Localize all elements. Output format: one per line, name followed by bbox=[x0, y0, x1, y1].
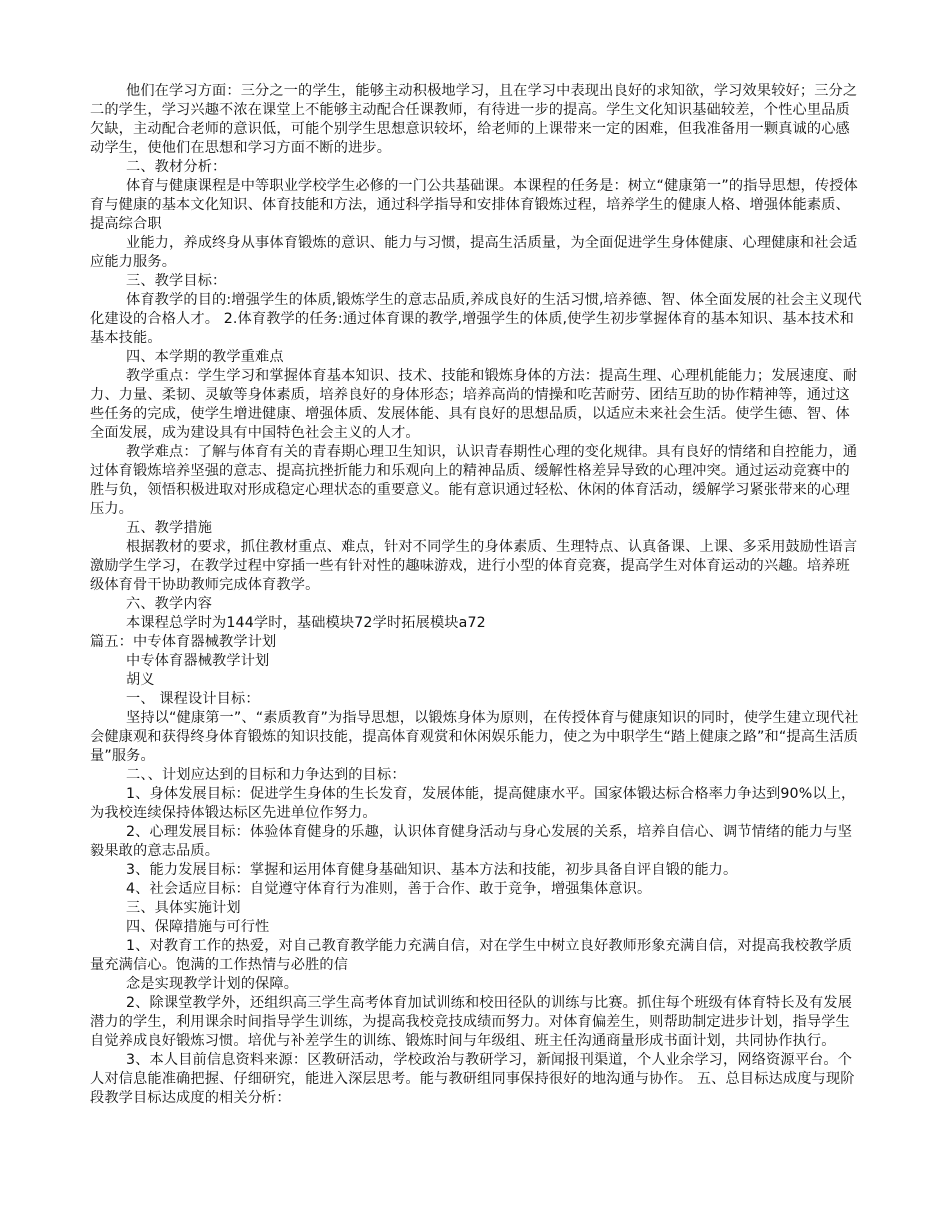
paragraph: 四、保障措施与可行性 bbox=[126, 919, 270, 935]
paragraph: 根据教材的要求，抓住教材重点、难点，针对不同学生的身体素质、生理特点、认真备课、上课、多采用鼓励性语言激励学生学习，在教学过程中穿插一些有针对性的趣味游戏，进行小型的体育竞赛，提高学生对体育运动的兴趣。培养班级体育骨干协助教师完成体育教学。 bbox=[90, 539, 858, 593]
document-body bbox=[90, 82, 862, 1108]
paragraph: 教学重点：学生学习和掌握体育基本知识、技术、技能和锻炼身体的方法：提高生理、心理机能能力；发展速度、耐力、力量、柔韧、灵敏等身体素质，培养良好的身体形态；培养高尚的情操和吃苦耐劳、团结互助的协作精神等，通过这些任务的完成，使学生增进健康、增强体质、发展体能、具有良好的思想品质，以适应未来社会生活。使学生德、智、体全面发展，成为建设具有中国特色社会主义的人才。 bbox=[90, 368, 858, 441]
paragraph: 三、具体实施计划 bbox=[126, 900, 241, 916]
paragraph: 五、教学措施 bbox=[126, 520, 213, 536]
paragraph: 一、 课程设计目标： bbox=[126, 691, 260, 707]
paragraph: 中专体育器械教学计划 bbox=[126, 653, 270, 669]
paragraph: 三、教学目标： bbox=[126, 273, 227, 289]
paragraph: 四、本学期的教学重难点 bbox=[126, 349, 284, 365]
paragraph: 3、本人目前信息资料来源：区教研活动，学校政治与教研学习，新闻报刊渠道，个人业余学习，网络资源平台。个人对信息能准确把握、仔细研究，能进入深层思考。能与教研组同事保持很好的地沟通与协作。 五、总目标达成度与现阶段教学目标达成度的相关分析： bbox=[90, 1052, 855, 1106]
paragraph: 念是实现教学计划的保障。 bbox=[126, 976, 299, 992]
paragraph: 体育教学的目的:增强学生的体质,锻炼学生的意志品质,养成良好的生活习惯,培养德、智、体全面发展的社会主义现代化建设的合格人才。 2.体育教学的任务:通过体育课的教学,增强学生的体质,使学生初步掌握体育的基本知识、基本技术和基本技能。 bbox=[90, 292, 862, 346]
paragraph: 1、身体发展目标：促进学生身体的生长发育，发展体能，提高健康水平。国家体锻达标合格率力争达到90%以上，为我校连续保持体锻达标区先进单位作努力。 bbox=[90, 786, 856, 821]
paragraph: 4、社会适应目标：自觉遵守体育行为准则，善于合作、敢于竞争，增强集体意识。 bbox=[126, 881, 652, 897]
section-heading: 篇五：中专体育器械教学计划 bbox=[90, 634, 277, 650]
paragraph: 六、教学内容 bbox=[126, 596, 213, 612]
paragraph: 2、心理发展目标：体验体育健身的乐趣，认识体育健身活动与身心发展的关系，培养自信心、调节情绪的能力与坚毅果敢的意志品质。 bbox=[90, 824, 853, 859]
paragraph: 二、教材分析： bbox=[126, 159, 227, 175]
paragraph: 二、、计划应达到的目标和力争达到的目标： bbox=[126, 767, 406, 783]
paragraph: 他们在学习方面：三分之一的学生，能够主动积极地学习，且在学习中表现出良好的求知欲，学习效果较好；三分之二的学生，学习兴趣不浓在课堂上不能够主动配合任课教师，有待进一步的提高。学生文化知识基础较差，个性心里品质欠缺，主动配合老师的意识低，可能个别学生思想意识较坏，给老师的上课带来一定的困难，但我准备用一颗真诚的心感动学生，使他们在思想和学习方面不断的进步。 bbox=[90, 83, 858, 156]
paragraph: 2、除课堂教学外，还组织高三学生高考体育加试训练和校田径队的训练与比赛。抓住每个班级有体育特长及有发展潜力的学生，利用课余时间指导学生训练，为提高我校竞技成绩而努力。对体育偏差生，则帮助制定进步计划，指导学生自觉养成良好锻炼习惯。培优与补差学生的训练、锻炼时间与年级组、班主任沟通商量形成书面计划，共同协作执行。 bbox=[90, 995, 853, 1049]
paragraph: 教学难点：了解与体育有关的青春期心理卫生知识，认识青春期性心理的变化规律。具有良好的情绪和自控能力，通过体育锻炼培养坚强的意志、提高抗挫折能力和乐观向上的精神品质、缓解性格差异导致的心理冲突。通过运动竞赛中的胜与负，领悟积极进取对形成稳定心理状态的重要意义。能有意识通过轻松、休闲的体育活动，缓解学习紧张带来的心理压力。 bbox=[90, 444, 858, 517]
paragraph: 本课程总学时为144学时，基础模块72学时拓展模块a72 bbox=[126, 615, 486, 631]
paragraph: 1、对教育工作的热爱，对自己教育教学能力充满自信，对在学生中树立良好教师形象充满自信，对提高我校教学质量充满信心。饱满的工作热情与必胜的信 bbox=[90, 938, 853, 973]
paragraph: 胡义 bbox=[126, 672, 155, 688]
paragraph: 业能力，养成终身从事体育锻炼的意识、能力与习惯，提高生活质量，为全面促进学生身体健康、心理健康和社会适应能力服务。 bbox=[90, 235, 858, 270]
paragraph: 3、能力发展目标：掌握和运用体育健身基础知识、基本方法和技能，初步具备自评自锻的能力。 bbox=[126, 862, 738, 878]
paragraph: 体育与健康课程是中等职业学校学生必修的一门公共基础课。本课程的任务是：树立“健康第一”的指导思想，传授体育与健康的基本文化知识、体育技能和方法，通过科学指导和安排体育锻炼过程，培养学生的健康人格、增强体能素质、提高综合职 bbox=[90, 178, 858, 232]
paragraph: 坚持以“健康第一”、“素质教育”为指导思想，以锻炼身体为原则，在传授体育与健康知识的同时，使学生建立现代社会健康观和获得终身体育锻炼的知识技能，提高体育观赏和休闲娱乐能力，使之为中职学生“踏上健康之路”和“提高生活质量”服务。 bbox=[90, 710, 859, 764]
